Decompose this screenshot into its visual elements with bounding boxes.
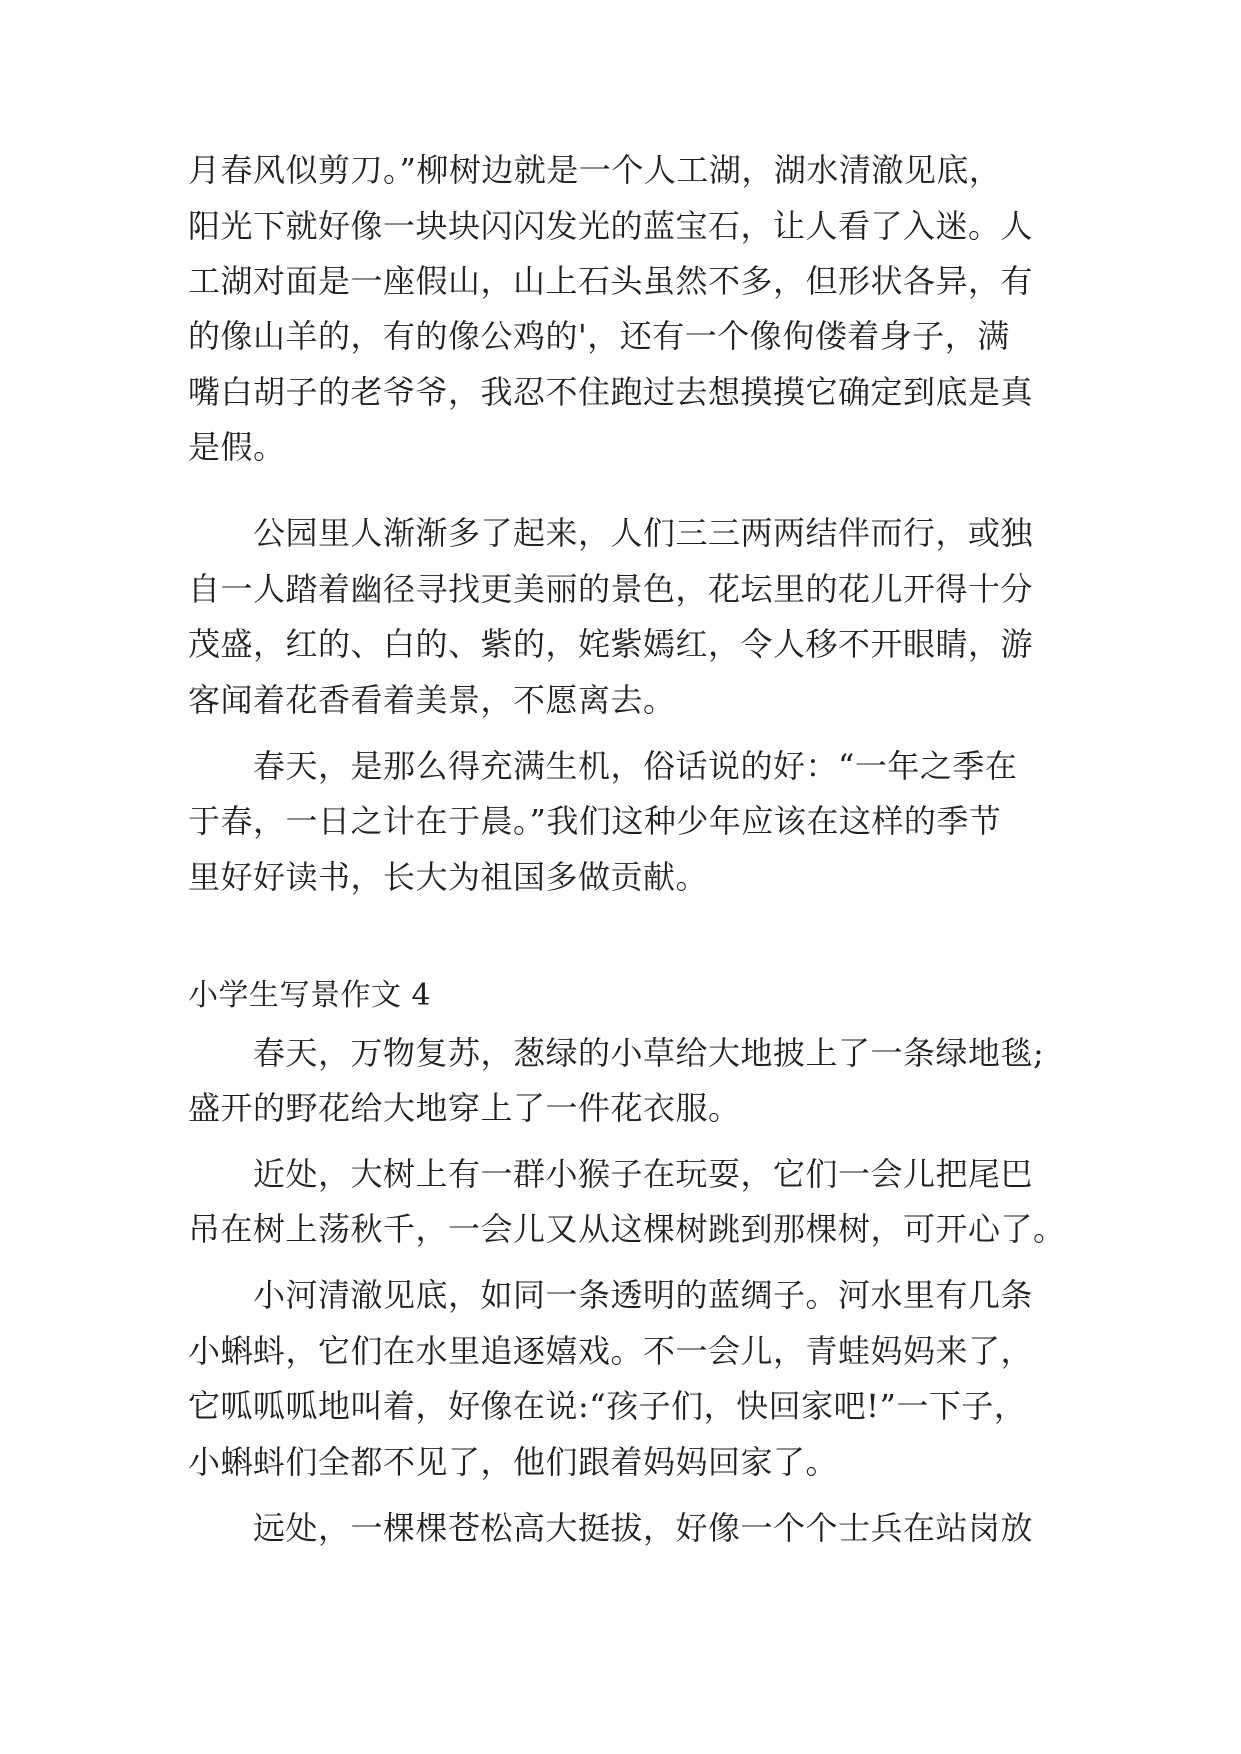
text-line: 客闻着花香看着美景，不愿离去。 [188,681,676,719]
paragraph-first-line: 近处，大树上有一群小猴子在玩耍，它们一会儿把尾巴 [253,1155,1034,1193]
text-line: 茂盛，红的、白的、紫的，姹紫嫣红，令人移不开眼睛，游 [188,625,1034,663]
text-line: 吊在树上荡秋千，一会儿又从这棵树跳到那棵树，可开心了。 [188,1210,1066,1248]
text-line: 阳光下就好像一块块闪闪发光的蓝宝石，让人看了入迷。人 [188,207,1034,245]
text-line: 它呱呱呱地叫着，好像在说:“孩子们，快回家吧!”一下子， [188,1387,1027,1425]
text-line: 工湖对面是一座假山，山上石头虽然不多，但形状各异，有 [188,262,1034,300]
text-line: 小蝌蚪，它们在水里追逐嬉戏。不一会儿，青蛙妈妈来了， [188,1332,1034,1370]
text-line: 嘴白胡子的老爷爷，我忍不住跑过去想摸摸它确定到底是真 [188,373,1034,411]
document-page [188,0,1068,1754]
text-line: 于春，一日之计在于晨。”我们这种少年应该在这样的季节 [188,802,1002,840]
text-line: 是假。 [188,428,286,466]
text-line: 月春风似剪刀。”柳树边就是一个人工湖，湖水清澈见底， [188,151,1002,189]
text-line: 里好好读书，长大为祖国多做贡献。 [188,858,709,896]
paragraph-first-line: 远处，一棵棵苍松高大挺拔，好像一个个士兵在站岗放 [253,1509,1034,1547]
paragraph-first-line: 春天，是那么得充满生机，俗话说的好：“一年之季在 [253,747,1018,785]
paragraph-first-line: 公园里人渐渐多了起来，人们三三两两结伴而行，或独 [253,514,1034,552]
section-heading: 小学生写景作文 4 [188,978,432,1013]
text-line: 的像山羊的，有的像公鸡的'，还有一个像佝偻着身子，满 [188,317,1010,355]
paragraph-first-line: 春天，万物复苏，葱绿的小草给大地披上了一条绿地毯; [253,1034,1045,1072]
text-line: 小蝌蚪们全都不见了，他们跟着妈妈回家了。 [188,1443,839,1481]
paragraph-first-line: 小河清澈见底，如同一条透明的蓝绸子。河水里有几条 [253,1276,1034,1314]
text-line: 自一人踏着幽径寻找更美丽的景色，花坛里的花儿开得十分 [188,570,1034,608]
text-line: 盛开的野花给大地穿上了一件花衣服。 [188,1089,741,1127]
